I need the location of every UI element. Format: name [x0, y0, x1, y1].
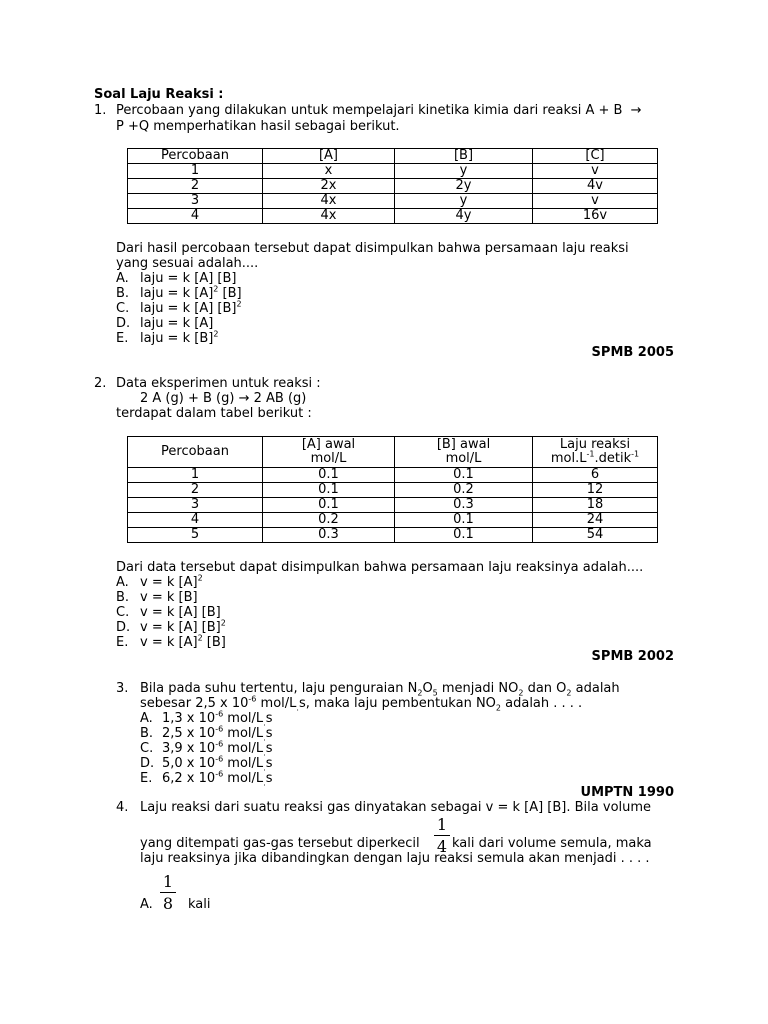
question-1-option-b	[116, 284, 242, 301]
option-text-main: laju = k [A]	[140, 286, 214, 301]
option-letter: E.	[140, 771, 153, 786]
option-superscript: -6	[215, 709, 224, 719]
question-2-number: 2.	[94, 376, 107, 391]
option-text-main: laju = k [A] [B]	[140, 271, 237, 286]
text-part: adalah . . . .	[501, 696, 583, 711]
option-text-end: s	[265, 726, 273, 741]
option-text	[140, 620, 226, 635]
table-cell: 3	[128, 498, 263, 513]
option-text	[140, 605, 221, 620]
question-4-line-2a: yang ditempati gas-gas tersebut diperkecil	[140, 836, 420, 851]
question-2-line-1: Data eksperimen untuk reaksi :	[116, 376, 321, 391]
fraction-numerator: 1	[436, 815, 448, 834]
option-text-unit: mol/L	[223, 726, 264, 741]
option-letter: E.	[116, 331, 129, 346]
question-1-option-a	[116, 271, 237, 286]
table-cell: y	[395, 194, 533, 209]
question-1-line-2: P +Q memperhatikan hasil sebagai berikut.	[116, 119, 400, 134]
header-line: Laju reaksi	[559, 437, 631, 452]
option-superscript: 2	[213, 284, 219, 294]
option-text-main: v = k [A] [B]	[140, 605, 221, 620]
table-cell: 0.1	[263, 498, 395, 513]
question-4-line-2b: kali dari volume semula, maka	[452, 836, 652, 851]
subscript: 2	[518, 688, 524, 698]
header-unit: mol/L	[445, 451, 482, 466]
option-text-main: 1,3 x 10	[162, 711, 216, 726]
option-text	[140, 301, 242, 316]
option-text-main: 3,9 x 10	[162, 741, 216, 756]
table-cell: 1	[128, 164, 263, 179]
option-text-main: v = k [A] [B]	[140, 620, 221, 635]
reaction-products: 2 AB (g)	[253, 391, 307, 406]
question-2-option-a	[116, 573, 203, 590]
table-cell: x	[263, 164, 395, 179]
superscript: -6	[248, 694, 257, 704]
text-part: s, maka laju pembentukan NO	[298, 696, 496, 711]
table-cell: 2	[128, 179, 263, 194]
option-letter: D.	[140, 756, 155, 771]
table-cell: 0.1	[263, 483, 395, 498]
subscript: 2	[495, 703, 501, 713]
table-cell: 4x	[263, 194, 395, 209]
question-1-text: Percobaan yang dilakukan untuk mempelajari kinetika kimia dari reaksi A + B	[116, 103, 623, 118]
table-header	[395, 437, 533, 468]
question-2-reaction	[140, 391, 306, 406]
option-letter: C.	[116, 301, 130, 316]
unit-superscript: -1	[631, 449, 640, 459]
option-text-unit: mol/L	[223, 756, 264, 771]
unit-superscript: -1	[586, 449, 595, 459]
question-2-table	[127, 436, 658, 543]
question-1-option-c	[116, 299, 242, 316]
subscript: 5	[432, 688, 438, 698]
table-cell: 0.2	[395, 483, 533, 498]
option-text	[140, 635, 226, 650]
question-1-stem-2: yang sesuai adalah....	[116, 256, 259, 271]
table-cell: 6	[533, 468, 658, 483]
question-2-source: SPMB 2002	[591, 649, 674, 664]
table-row	[128, 483, 658, 498]
option-letter: B.	[116, 590, 130, 605]
reaction-reactants: 2 A (g) + B (g)	[140, 391, 235, 406]
question-2-option-e	[116, 633, 226, 650]
table-cell: 0.1	[395, 468, 533, 483]
text-part: adalah	[571, 681, 620, 696]
table-cell: 0.1	[395, 528, 533, 543]
option-text	[162, 771, 272, 786]
option-letter: D.	[116, 620, 131, 635]
question-3-option-e	[140, 769, 273, 788]
option-subscript-dot: .	[263, 718, 266, 728]
option-letter: A.	[140, 711, 153, 726]
unit-part: .detik	[594, 451, 632, 466]
question-2-option-c	[116, 605, 221, 620]
question-4-option-a-text: kali	[188, 897, 211, 912]
text-part: sebesar 2,5 x 10	[140, 696, 249, 711]
option-text-main: v = k [B]	[140, 590, 198, 605]
table-header: [C]	[533, 149, 658, 164]
table-header-row	[128, 437, 658, 468]
option-superscript: 2	[197, 633, 203, 643]
question-1-source: SPMB 2005	[591, 345, 674, 360]
option-text-main: 6,2 x 10	[162, 771, 216, 786]
unit-part: mol.L	[550, 451, 587, 466]
option-text-main: v = k [A]	[140, 635, 198, 650]
table-cell: 1	[128, 468, 263, 483]
question-1-line-1	[116, 103, 642, 118]
table-row	[128, 468, 658, 483]
option-text-tail: [B]	[218, 286, 242, 301]
table-cell: 0.3	[395, 498, 533, 513]
option-text-unit: mol/L	[223, 741, 264, 756]
option-superscript: 2	[197, 573, 203, 583]
subscript: 2	[566, 688, 572, 698]
question-1-stem-1: Dari hasil percobaan tersebut dapat disimpulkan bahwa persamaan laju reaksi	[116, 241, 629, 256]
option-letter: C.	[140, 741, 154, 756]
table-header: Percobaan	[128, 437, 263, 468]
question-2-line-3: terdapat dalam tabel berikut :	[116, 406, 312, 421]
text-part: mol/L	[256, 696, 297, 711]
table-cell: 0.2	[263, 513, 395, 528]
table-cell: 4	[128, 209, 263, 224]
question-2-option-b	[116, 590, 198, 605]
table-cell: 4x	[263, 209, 395, 224]
table-row	[128, 194, 658, 209]
text-part: menjadi NO	[437, 681, 519, 696]
table-row	[128, 209, 658, 224]
reaction-arrow: →	[238, 391, 250, 406]
fraction-denominator: 4	[436, 837, 448, 856]
table-row	[128, 179, 658, 194]
table-cell: 3	[128, 194, 263, 209]
option-text	[140, 575, 203, 590]
table-cell: 54	[533, 528, 658, 543]
option-text-main: laju = k [A] [B]	[140, 301, 237, 316]
table-header-row	[128, 149, 658, 164]
option-letter: A.	[116, 271, 129, 286]
option-text-unit: mol/L	[223, 711, 264, 726]
option-text-main: 5,0 x 10	[162, 756, 216, 771]
option-text-end: s	[265, 771, 273, 786]
option-text	[140, 271, 236, 286]
option-superscript: -6	[215, 769, 224, 779]
table-cell: 18	[533, 498, 658, 513]
table-cell: v	[533, 194, 658, 209]
subscript: 2	[417, 688, 423, 698]
option-text-end: s	[265, 741, 273, 756]
option-text-end: s	[265, 711, 273, 726]
option-letter: E.	[116, 635, 129, 650]
fraction-denominator: 8	[162, 894, 174, 913]
option-letter: A.	[116, 575, 129, 590]
question-1-number: 1.	[94, 103, 107, 118]
question-1-option-d	[116, 316, 214, 331]
option-superscript: 2	[213, 329, 219, 339]
option-superscript: -6	[215, 739, 224, 749]
question-3-option-a	[140, 709, 273, 728]
table-cell: 4y	[395, 209, 533, 224]
table-cell: v	[533, 164, 658, 179]
option-letter: B.	[140, 726, 154, 741]
table-row	[128, 513, 658, 528]
option-superscript: -6	[215, 724, 224, 734]
question-3-option-d	[140, 754, 273, 773]
question-1-option-e	[116, 329, 219, 346]
option-subscript-dot: .	[263, 733, 266, 743]
table-cell: 4v	[533, 179, 658, 194]
question-4-line-3: laju reaksinya jika dibandingkan dengan laju reaksi semula akan menjadi . . . .	[140, 851, 650, 866]
question-2-stem: Dari data tersebut dapat disimpulkan bahwa persamaan laju reaksinya adalah....	[116, 560, 644, 575]
question-2-option-d	[116, 618, 226, 635]
table-row	[128, 498, 658, 513]
option-text	[140, 316, 213, 331]
question-3-option-b	[140, 724, 273, 743]
fraction-bar	[434, 835, 450, 836]
subscript-dot: .	[296, 703, 299, 713]
text-part: Bila pada suhu tertentu, laju penguraian N	[140, 681, 418, 696]
header-line: [A] awal	[301, 437, 356, 452]
question-4-number: 4.	[116, 800, 129, 815]
option-subscript-dot: .	[263, 763, 266, 773]
text-part: dan O	[523, 681, 567, 696]
option-superscript: 2	[236, 299, 242, 309]
table-header	[263, 437, 395, 468]
question-4-option-a-letter: A.	[140, 897, 153, 912]
option-subscript-dot: .	[263, 748, 266, 758]
option-letter: D.	[116, 316, 131, 331]
table-cell: 0.1	[395, 513, 533, 528]
table-cell: 2y	[395, 179, 533, 194]
table-cell: 0.1	[263, 468, 395, 483]
question-3-option-c	[140, 739, 273, 758]
question-3-number: 3.	[116, 681, 129, 696]
option-text-end: s	[265, 756, 273, 771]
table-cell: 2	[128, 483, 263, 498]
fraction-numerator: 1	[162, 872, 174, 891]
question-1-table	[127, 148, 658, 224]
fraction-one-eighth	[160, 872, 176, 913]
question-3-source: UMPTN 1990	[580, 785, 674, 800]
header-unit: mol/L	[310, 451, 347, 466]
table-cell: 0.3	[263, 528, 395, 543]
reaction-arrow: →	[630, 103, 642, 118]
table-cell: 24	[533, 513, 658, 528]
option-text	[140, 590, 198, 605]
option-letter: C.	[116, 605, 130, 620]
option-text-unit: mol/L	[223, 771, 264, 786]
table-header: [A]	[263, 149, 395, 164]
table-cell: 16v	[533, 209, 658, 224]
option-text-tail: [B]	[202, 635, 226, 650]
option-superscript: 2	[220, 618, 226, 628]
table-cell: 4	[128, 513, 263, 528]
question-3-line-2	[140, 696, 582, 711]
question-4-line-1: Laju reaksi dari suatu reaksi gas dinyatakan sebagai v = k [A] [B]. Bila volume	[140, 800, 652, 815]
table-cell: 12	[533, 483, 658, 498]
option-text	[140, 331, 218, 346]
option-letter: B.	[116, 286, 130, 301]
table-header	[533, 437, 658, 468]
table-cell: 5	[128, 528, 263, 543]
option-text-main: v = k [A]	[140, 575, 198, 590]
table-row	[128, 528, 658, 543]
option-text-main: laju = k [A]	[140, 316, 214, 331]
table-header: [B]	[395, 149, 533, 164]
page-title: Soal Laju Reaksi :	[94, 87, 224, 102]
text-part: O	[422, 681, 433, 696]
option-superscript: -6	[215, 754, 224, 764]
header-unit	[533, 449, 657, 466]
option-subscript-dot: .	[263, 778, 266, 788]
fraction-bar	[160, 892, 176, 893]
fraction-one-quarter	[434, 815, 450, 856]
option-text-main: laju = k [B]	[140, 331, 214, 346]
header-line: [B] awal	[436, 437, 491, 452]
table-cell: y	[395, 164, 533, 179]
option-text-main: 2,5 x 10	[162, 726, 216, 741]
option-text	[140, 286, 242, 301]
table-header: Percobaan	[128, 149, 263, 164]
table-cell: 2x	[263, 179, 395, 194]
question-3-line-1	[140, 681, 620, 696]
table-row	[128, 164, 658, 179]
